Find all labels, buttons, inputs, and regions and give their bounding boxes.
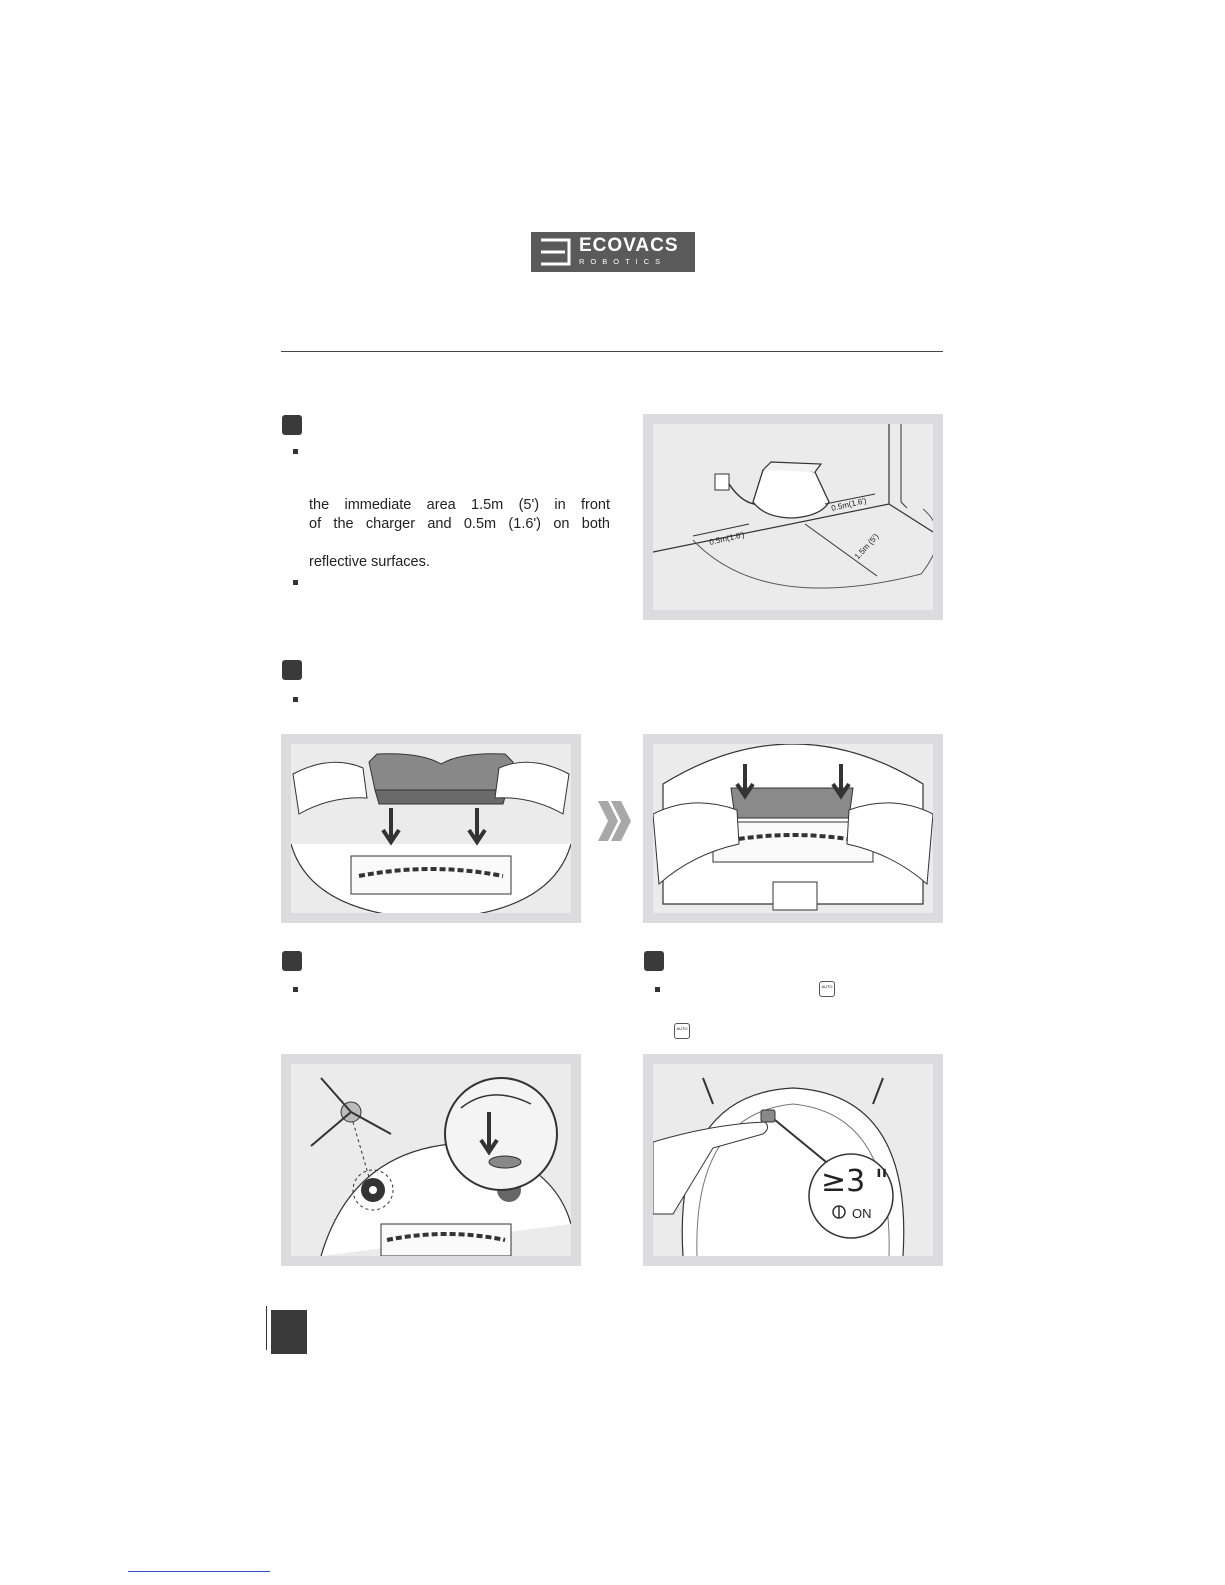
text-line: reflective surfaces. <box>309 554 430 570</box>
hold-duration-label: ≥3 " <box>821 1164 889 1199</box>
power-on-figure <box>643 1054 943 1266</box>
ecovacs-logo <box>531 232 695 272</box>
distance-label-left: 0.5m(1.6') <box>708 530 746 547</box>
side-brush-figure <box>281 1054 581 1266</box>
on-label: ON <box>852 1206 872 1221</box>
power-on-diagram <box>653 1064 933 1256</box>
bullet <box>293 449 298 454</box>
distance-label-front: 1.5m (5') <box>852 531 881 562</box>
bullet <box>293 987 298 992</box>
footer-link-underline <box>128 1571 270 1572</box>
page-number-tab <box>271 1310 307 1354</box>
step-1-marker <box>282 415 302 435</box>
next-step-chevron-icon <box>598 801 632 841</box>
distance-label-right: 0.5m(1.6') <box>830 496 868 513</box>
text-line: of the charger and 0.5m (1.6') on both <box>309 516 610 532</box>
step-3-marker <box>282 951 302 971</box>
logo-brand: ECOVACS <box>579 235 679 256</box>
side-brush-diagram <box>291 1064 571 1256</box>
charger-placement-text <box>309 496 610 534</box>
step-2-marker <box>282 660 302 680</box>
header-rule <box>281 351 943 352</box>
logo-subtitle: ROBOTICS <box>579 257 667 266</box>
text-line: the immediate area 1.5m (5') in front <box>309 497 610 513</box>
dust-bin-installed-diagram <box>653 744 933 913</box>
auto-button-icon: AUTO <box>674 1023 690 1039</box>
dust-bin-figure-1 <box>281 734 581 923</box>
step-4-marker <box>644 951 664 971</box>
auto-button-icon: AUTO <box>819 981 835 997</box>
charger-diagram <box>653 424 933 610</box>
dust-bin-insert-diagram <box>291 744 571 913</box>
bullet <box>655 987 660 992</box>
page-tab-rule <box>266 1306 267 1350</box>
bullet <box>293 697 298 702</box>
charger-placement-figure <box>643 414 943 620</box>
bullet <box>293 580 298 585</box>
ecovacs-mark-icon <box>539 237 573 267</box>
dust-bin-figure-2 <box>643 734 943 923</box>
